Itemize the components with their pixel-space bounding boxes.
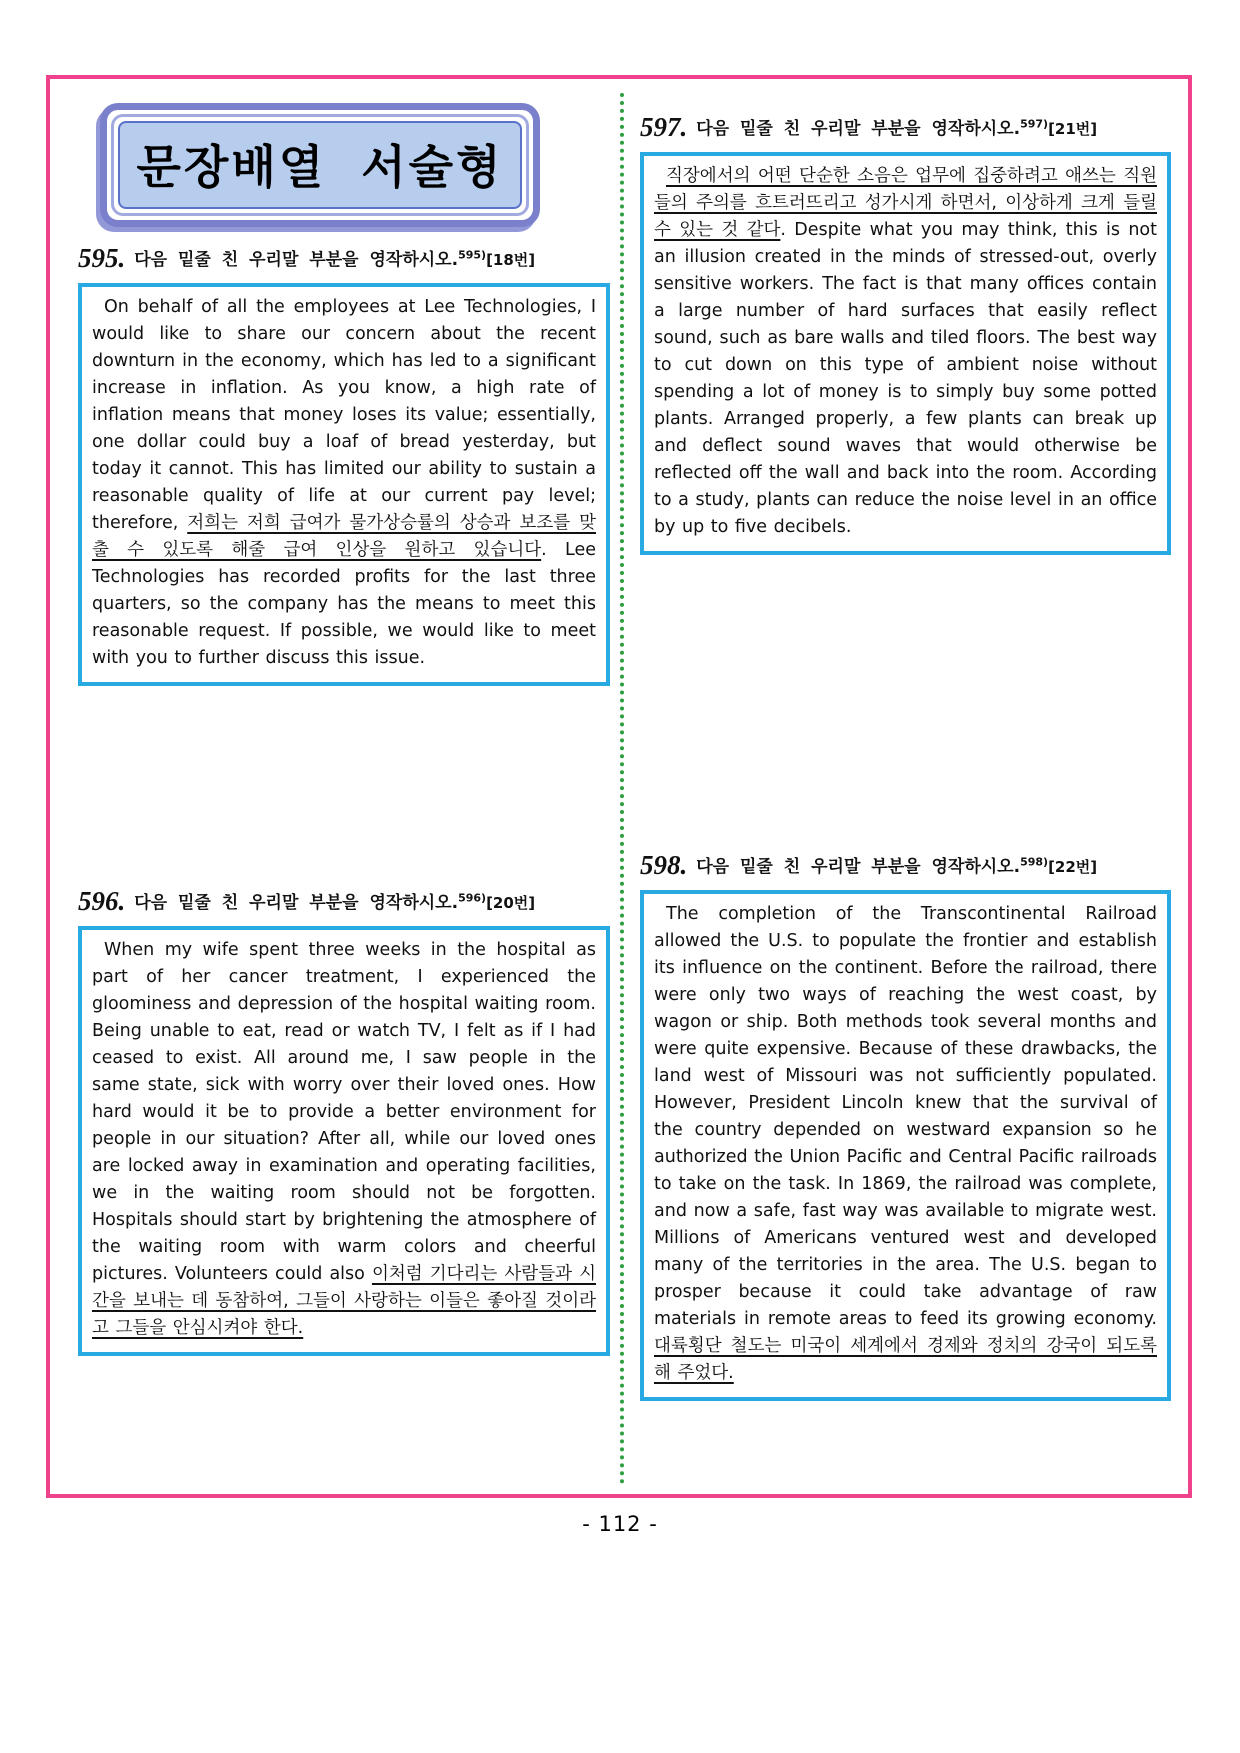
question-595-header [78,243,610,274]
question-597-source-tag: [21번] [1048,120,1098,138]
question-596-number: 596. [78,886,126,916]
question-598-footnote-marker: 598) [1020,855,1049,869]
text-segment: When my wife spent three weeks in the hospital as part of her cancer treatment, I experienced the gloominess and depression of the hospital waiting room. Being unable to eat, read or watch TV, I felt as if I had ceased to exist. All around me, I saw people in the same state, sick with worry over their loved ones. How hard would it be to provide a better environment for people in our situation? After all, while our loved ones are locked away in examination and operating facilities, we in the waiting room should not be forgotten. Hospitals should start by brightening the atmosphere of the waiting room with warm colors and cheerful pictures. Volunteers could also [92,940,596,1284]
question-597-passage-text [644,156,1167,551]
question-595-prompt: 다음 밑줄 친 우리말 부분을 영작하시오. [134,250,459,270]
question-598 [640,850,1171,1401]
title-banner [100,103,540,227]
question-598-number: 598. [640,850,688,880]
text-segment: The completion of the Transcontinental Railroad allowed the U.S. to populate the frontier and establish its influence on the continent. Before the railroad, there were only two ways of reaching the west coast, by wagon or ship. Both methods took several months and were quite expensive. Because of these drawbacks, the land west of Missouri was not sufficiently populated. However, President Lincoln knew that the survival of the country depended on westward expansion so he authorized the Union Pacific and Central Pacific railroads to take on the task. In 1869, the railroad was complete, and now a safe, fast way was available to migrate west. Millions of Americans ventured west and developed many of the territories in the area. The U.S. began to prosper because it could take advantage of raw materials in remote areas to feed its growing economy. [654,904,1157,1329]
question-598-passage-text [644,894,1167,1397]
question-597-passage-box [640,152,1171,555]
page-number: - 112 - [582,1512,658,1536]
underlined-korean-segment: 저희는 저희 급여가 물가상승률의 상승과 보조를 맞출 수 있도록 해줄 급여 인상을 원하고 있습니다 [92,513,596,560]
question-597-footnote-marker: 597) [1020,117,1049,131]
question-596-footnote-marker: 596) [458,891,487,905]
page-title: 문장배열 서술형 [136,140,504,194]
question-598-header [640,850,1171,881]
underlined-korean-segment: 대륙횡단 철도는 미국이 세계에서 경제와 정치의 강국이 되도록 해 주었다. [654,1336,1157,1383]
question-597-prompt: 다음 밑줄 친 우리말 부분을 영작하시오. [696,119,1021,139]
text-segment: On behalf of all the employees at Lee Technologies, I would like to share our concern about the recent downturn in the economy, which has led to a significant increase in inflation. As you know, a high rate of inflation means that money loses its value; essentially, one dollar could buy a loaf of bread yesterday, but today it cannot. This has limited our ability to sustain a reasonable quality of life at our current pay level; therefore, [92,297,596,533]
question-595 [78,243,610,686]
question-596-passage-text [82,930,606,1352]
question-598-source-tag: [22번] [1048,858,1098,876]
title-banner-panel [118,121,522,209]
question-595-footnote-marker: 595) [458,248,487,262]
question-595-source-tag: [18번] [486,251,536,269]
question-597 [640,112,1171,555]
column-divider [620,93,624,1485]
question-597-number: 597. [640,112,688,142]
question-596-header [78,886,610,917]
question-598-passage-box [640,890,1171,1401]
question-595-passage-text [82,287,606,682]
question-598-prompt: 다음 밑줄 친 우리말 부분을 영작하시오. [696,857,1021,877]
text-segment: . Despite what you may think, this is not an illusion created in the minds of stressed-out, overly sensitive workers. The fact is that many offices contain a large number of hard surfaces that easily reflect sound, such as bare walls and tiled floors. The best way to cut down on this type of ambient noise without spending a lot of money is to simply buy some potted plants. Arranged properly, a few plants can break up and deflect sound waves that would otherwise be reflected off the wall and back into the room. According to a study, plants can reduce the noise level in an office by up to five decibels. [654,220,1157,537]
text-segment: . Lee Technologies has recorded profits for the last three quarters, so the company has the means to meet this reasonable request. If possible, we would like to meet with you to further discuss this issue. [92,540,596,668]
underlined-korean-segment: 이처럼 기다리는 사람들과 시간을 보내는 데 동참하여, 그들이 사랑하는 이들은 좋아질 것이라고 그들을 안심시켜야 한다. [92,1264,596,1338]
question-597-header [640,112,1171,143]
question-596-prompt: 다음 밑줄 친 우리말 부분을 영작하시오. [134,893,459,913]
question-596-source-tag: [20번] [486,894,536,912]
question-595-number: 595. [78,243,126,273]
title-banner-ring [111,114,529,216]
question-595-passage-box [78,283,610,686]
question-596 [78,886,610,1356]
underlined-korean-segment: 직장에서의 어떤 단순한 소음은 업무에 집중하려고 애쓰는 직원들의 주의를 흐트러뜨리고 성가시게 하면서, 이상하게 크게 들릴 수 있는 것 같다 [654,166,1157,240]
question-596-passage-box [78,926,610,1356]
